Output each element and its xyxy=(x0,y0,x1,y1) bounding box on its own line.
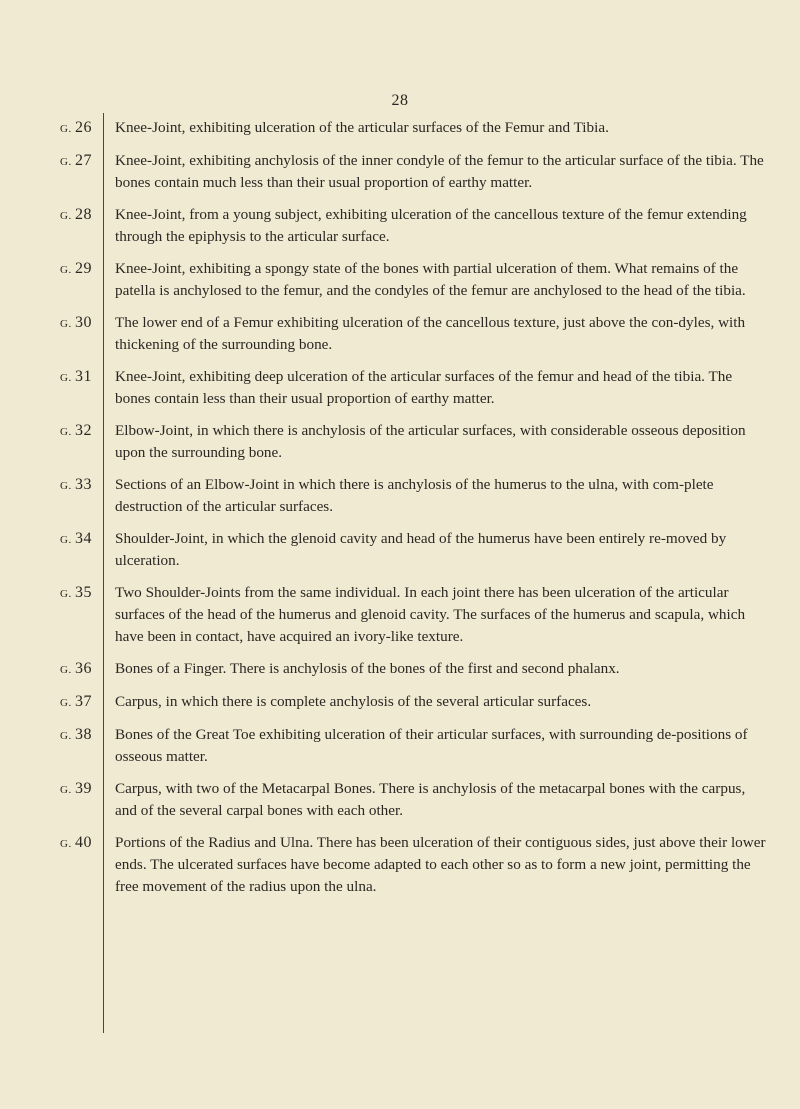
entry-description: The lower end of a Femur exhibiting ulceration of the cancellous texture, just above the con-dyles, with thickening of the surrounding bone. xyxy=(115,314,746,353)
entry-label: G. 33 xyxy=(60,476,92,493)
entry-description: Two Shoulder-Joints from the same individual. In each joint there has been ulceration of the articular surfaces of the head of the humerus and glenoid cavity. The surfaces of the humerus and scapula, which have been in contact, have acquired an ivory-like texture. xyxy=(115,584,746,645)
catalogue-entry xyxy=(60,582,770,648)
catalogue-entry xyxy=(60,204,770,248)
entry-label: G. 34 xyxy=(60,530,92,547)
entry-label: G. 26 xyxy=(60,119,92,136)
catalogue-entry xyxy=(60,528,770,572)
entry-label: G. 35 xyxy=(60,584,92,601)
entry-label: G. 28 xyxy=(60,206,92,223)
entry-label: G. 27 xyxy=(60,152,92,169)
entry-description: Carpus, with two of the Metacarpal Bones. There is anchylosis of the metacarpal bones with the carpus, and of the several carpal bones with each other. xyxy=(115,780,746,819)
entry-label: G. 39 xyxy=(60,780,92,797)
entry-label: G. 29 xyxy=(60,260,92,277)
entry-description: Bones of a Finger. There is anchylosis of the bones of the first and second phalanx. xyxy=(115,660,620,677)
catalogue-entry xyxy=(60,724,770,768)
entry-description: Knee-Joint, exhibiting deep ulceration of the articular surfaces of the femur and head of the tibia. The bones contain less than their usual proportion of earthy matter. xyxy=(115,368,733,407)
catalogue-entry xyxy=(60,312,770,356)
entry-label: G. 32 xyxy=(60,422,92,439)
page-number: 28 xyxy=(391,92,409,109)
entry-description: Knee-Joint, exhibiting anchylosis of the inner condyle of the femur to the articular surface of the tibia. The bones contain much less than their usual proportion of earthy matter. xyxy=(115,152,764,191)
catalogue-entry xyxy=(60,778,770,822)
catalogue-list xyxy=(0,117,800,908)
entry-description: Carpus, in which there is complete anchylosis of the several articular surfaces. xyxy=(115,693,592,710)
entry-description: Shoulder-Joint, in which the glenoid cavity and head of the humerus have been entirely re-moved by ulceration. xyxy=(115,530,727,569)
catalogue-entry xyxy=(60,658,770,681)
entry-label: G. 30 xyxy=(60,314,92,331)
catalogue-entry xyxy=(60,258,770,302)
entry-description: Bones of the Great Toe exhibiting ulceration of their articular surfaces, with surrounding de-positions of osseous matter. xyxy=(115,726,748,765)
catalogue-entry xyxy=(60,832,770,898)
catalogue-entry xyxy=(60,420,770,464)
entry-description: Portions of the Radius and Ulna. There has been ulceration of their contiguous sides, just above their lower ends. The ulcerated surfaces have become adapted to each other so as to form a new joint, permitting the free movement of the radius upon the ulna. xyxy=(115,834,766,895)
entry-description: Knee-Joint, from a young subject, exhibiting ulceration of the cancellous texture of the femur extending through the epiphysis to the articular surface. xyxy=(115,206,747,245)
entry-description: Knee-Joint, exhibiting a spongy state of the bones with partial ulceration of them. What remains of the patella is anchylosed to the femur, and the condyles of the femur are anchylosed to the head of the tibia. xyxy=(115,260,746,299)
entry-label: G. 31 xyxy=(60,368,92,385)
catalogue-entry xyxy=(60,366,770,410)
entry-label: G. 37 xyxy=(60,693,92,710)
catalogue-entry xyxy=(60,150,770,194)
catalogue-entry xyxy=(60,474,770,518)
entry-description: Knee-Joint, exhibiting ulceration of the articular surfaces of the Femur and Tibia. xyxy=(115,119,609,136)
entry-label: G. 38 xyxy=(60,726,92,743)
entry-description: Sections of an Elbow-Joint in which there is anchylosis of the humerus to the ulna, with com-plete destruction of the articular surfaces. xyxy=(115,476,714,515)
entry-label: G. 40 xyxy=(60,834,92,851)
catalogue-entry xyxy=(60,117,770,140)
catalogue-entry xyxy=(60,691,770,714)
entry-label: G. 36 xyxy=(60,660,92,677)
entry-description: Elbow-Joint, in which there is anchylosis of the articular surfaces, with considerable osseous deposition upon the surrounding bone. xyxy=(115,422,746,461)
